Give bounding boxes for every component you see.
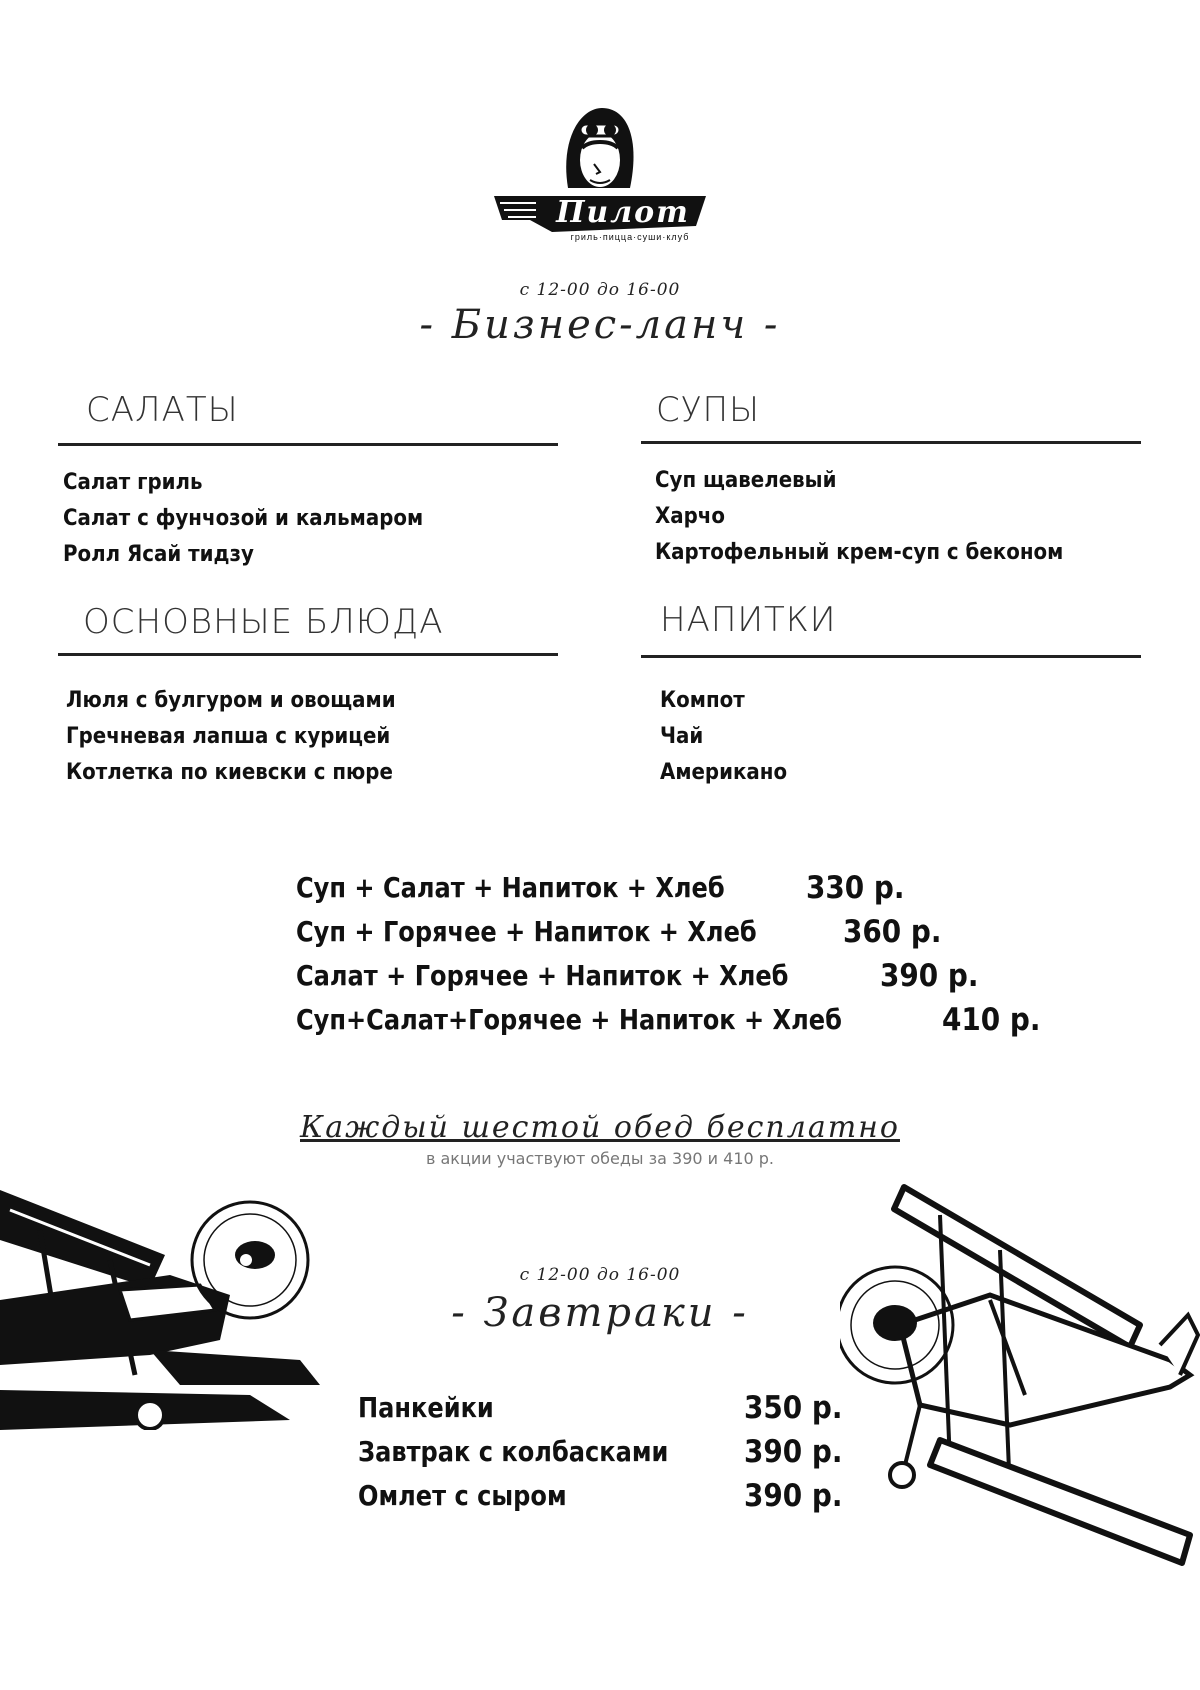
breakfast-row [358,1474,842,1518]
category-list-drinks [660,683,801,791]
divider [641,441,1141,444]
lunch-hours: с 12-00 до 16-00 [519,280,681,300]
category-title-drinks: НАПИТКИ [660,600,837,640]
combo-row [296,910,942,954]
divider [58,443,558,446]
combo-row [296,998,1041,1042]
combo-price: 330 р. [805,870,904,906]
list-item: Люля с булгуром и овощами [66,688,396,713]
breakfast-name: Омлет с сыром [358,1479,567,1512]
list-item: Американо [660,760,788,785]
breakfast-name: Панкейки [358,1391,494,1424]
breakfast-row [358,1386,842,1430]
biplane-right [840,1175,1200,1575]
combo-price: 360 р. [842,914,942,950]
combo-row [296,954,979,998]
list-item: Ролл Ясай тидзу [63,542,254,567]
biplane-icon [840,1175,1200,1575]
lunch-title: - Бизнес-ланч - [419,302,781,348]
breakfast-list [358,1386,842,1518]
combo-name: Суп+Салат+Горячее + Напиток + Хлеб [296,1003,842,1036]
list-item: Компот [660,688,745,713]
breakfast-price: 350 р. [743,1390,842,1426]
breakfast-title: - Завтраки - [451,1290,749,1336]
list-item: Гречневая лапша с курицей [66,724,391,749]
promo-note: в акции участвуют обеды за 390 и 410 р. [425,1149,775,1168]
list-item: Картофельный крем-суп с беконом [655,540,1064,565]
combo-name: Салат + Горячее + Напиток + Хлеб [296,959,789,992]
category-title-salads: САЛАТЫ [86,390,239,430]
breakfast-price: 390 р. [743,1434,842,1470]
category-title-main-dishes: ОСНОВНЫЕ БЛЮДА [83,602,444,642]
combo-price: 390 р. [879,958,979,994]
combo-price: 410 р. [941,1002,1041,1038]
breakfast-row [358,1430,842,1474]
combo-price-list [296,866,1041,1042]
category-title-soups: СУПЫ [656,390,761,430]
combo-row [296,866,904,910]
list-item: Чай [660,724,704,749]
brand-logo [490,100,710,250]
breakfast-name: Завтрак с колбасками [358,1435,669,1468]
category-list-soups [655,463,1109,571]
breakfast-hours: с 12-00 до 16-00 [519,1265,681,1285]
list-item: Харчо [655,504,726,529]
logo-wordmark: Пилот [556,195,690,230]
combo-name: Суп + Горячее + Напиток + Хлеб [296,915,757,948]
divider [641,655,1141,658]
category-list-salads [63,465,463,573]
promo-text: Каждый шестой обед бесплатно [300,1110,900,1145]
list-item: Салат с фунчозой и кальмаром [63,506,424,531]
breakfast-price: 390 р. [743,1478,842,1514]
list-item: Салат гриль [63,470,203,495]
list-item: Суп щавелевый [655,468,837,493]
logo-tagline: гриль·пицца·суши·клуб [570,232,690,242]
divider [58,653,558,656]
category-list-main-dishes [66,683,432,791]
list-item: Котлетка по киевски с пюре [66,760,393,785]
combo-name: Суп + Салат + Напиток + Хлеб [296,871,725,904]
